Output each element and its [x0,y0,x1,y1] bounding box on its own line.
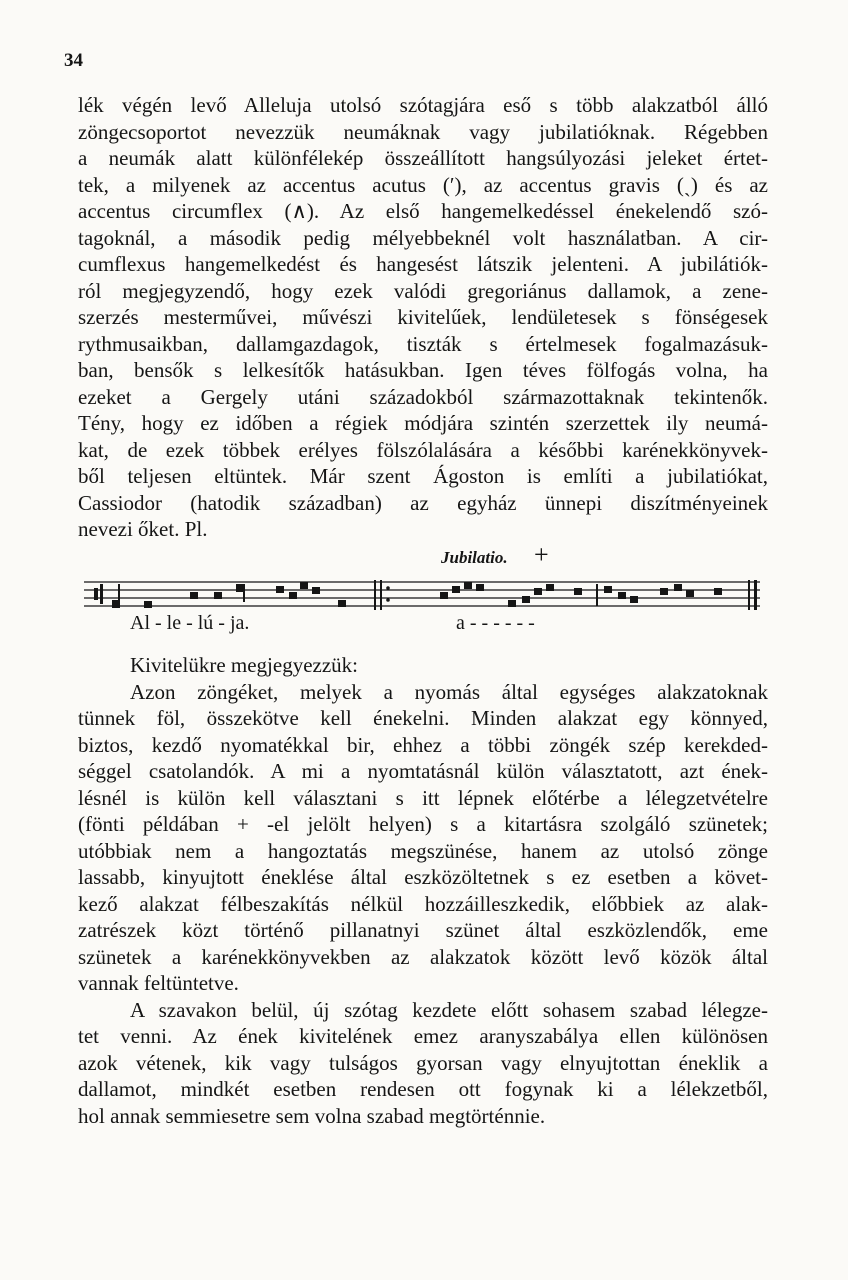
text-line: hol annak semmiesetre sem volna szabad megtörténnie. [78,1103,546,1128]
page-number: 34 [64,50,83,71]
text-line: lésnél is külön kell választani s itt lépnek előtérbe a lélegzetvételre [78,785,768,810]
text-line: accentus circumflex (∧). Az első hangemelkedéssel énekelendő szó- [78,199,768,223]
text-line: Tény, hogy ez időben a régiek módjára szintén szerzettek ily neumá- [78,411,768,435]
text-line: dallamot, mindkét esetben rendesen ott fogynak ki a lélekzetből, [78,1077,768,1101]
text-line: nevezi őket. Pl. [78,517,208,541]
text-line: azok vétenek, kik vagy tulságos gyorsan vagy elnyujtottan éneklik a [78,1050,768,1075]
text-line: ből teljesen eltüntek. Már szent Ágoston is említi a jubilatiókat, [78,464,768,488]
text-line: biztos, kezdő nyomatékkal bir, ehhez a többi zöngék szép kerekded- [78,732,768,757]
text-line: rythmusaikban, dallamgazdagok, tiszták s értelmesek fogalmazásuk- [78,331,768,356]
jubilatio-label: Jubilatio. [441,548,508,567]
chant-example [84,540,774,638]
text-line: zöngecsoportot nevezzük neumáknak vagy jubilatióknak. Régebben [78,119,768,144]
text-line: ról megjegyzendő, hogy ezek valódi gregoriánus dallamok, a zene- [78,278,768,303]
text-line: (fönti példában + -el jelölt helyen) s a kitartásra szolgáló szünetek; [78,812,768,836]
breath-mark: + [534,540,549,569]
text-line: séggel csatolandók. A mi a nyomtatásnál külön választatott, azt ének- [78,759,768,783]
text-line: lék végén levő Alleluja utolsó szótagjára eső s több alakzatból álló [78,93,768,117]
text-line: vannak feltüntetve. [78,971,239,995]
text-line: Cassiodor (hatodik században) az egyház ünnepi diszítményeinek [78,490,768,515]
text-line: tet venni. Az ének kivitelének emez aranyszabálya ellen különösen [78,1024,768,1048]
text-line: tek, a milyenek az accentus acutus (ʹ), az accentus gravis (ˎ) és az [78,172,768,197]
lyrics-jubilus: a - - - - - - [456,612,535,634]
text-line: szünetek a karénekkönyvekben az alakzatok között levő közök által [78,944,768,969]
text-line: zatrészek közt történő pillanatnyi szünet által eszközlendők, eme [78,918,768,942]
paragraph-bottom [78,652,768,1129]
text-line: tagoknál, a második pedig mélyebbeknél volt használatban. A cir- [78,225,768,250]
paragraph-top [78,92,768,543]
text-line: kat, de ezek többek erélyes fölszólalására a későbbi karénekkönyvek- [78,437,768,462]
text-line: tünnek föl, összekötve kell énekelni. Minden alakzat egy könnyed, [78,706,768,730]
text-line: utóbbiak nem a hangoztatás megszünése, hanem az utolsó zönge [78,838,768,863]
text-line: ezeket a Gergely utáni századokból származottaknak tekintenők. [78,384,768,409]
text-line: kező alakzat félbeszakítás nélkül hozzáilleszkedik, előbbiek az alak- [78,891,768,916]
text-line: a neumák alatt különfélekép összeállított hangsúlyozási jeleket értet- [78,146,768,170]
text-line: Azon zöngéket, melyek a nyomás által egységes alakzatoknak [130,679,768,704]
text-line: Kivitelükre megjegyezzük: [130,653,358,677]
text-line: ban, bensők s lelkesítők hatásukban. Igen téves fölfogás volna, ha [78,358,768,382]
text-line: lassabb, kinyujtott éneklése által eszközöltetnek s ez esetben a követ- [78,865,768,889]
lyrics-alleluja: Al - le - lú - ja. [130,612,250,634]
text-line: A szavakon belül, új szótag kezdete előtt sohasem szabad lélegze- [130,997,768,1022]
text-line: cumflexus hangemelkedést és hangesést látszik jelenteni. A jubilátiók- [78,252,768,276]
text-line: szerzés mesterművei, művészi kivitelűek, lendületesek s fönségesek [78,305,768,329]
